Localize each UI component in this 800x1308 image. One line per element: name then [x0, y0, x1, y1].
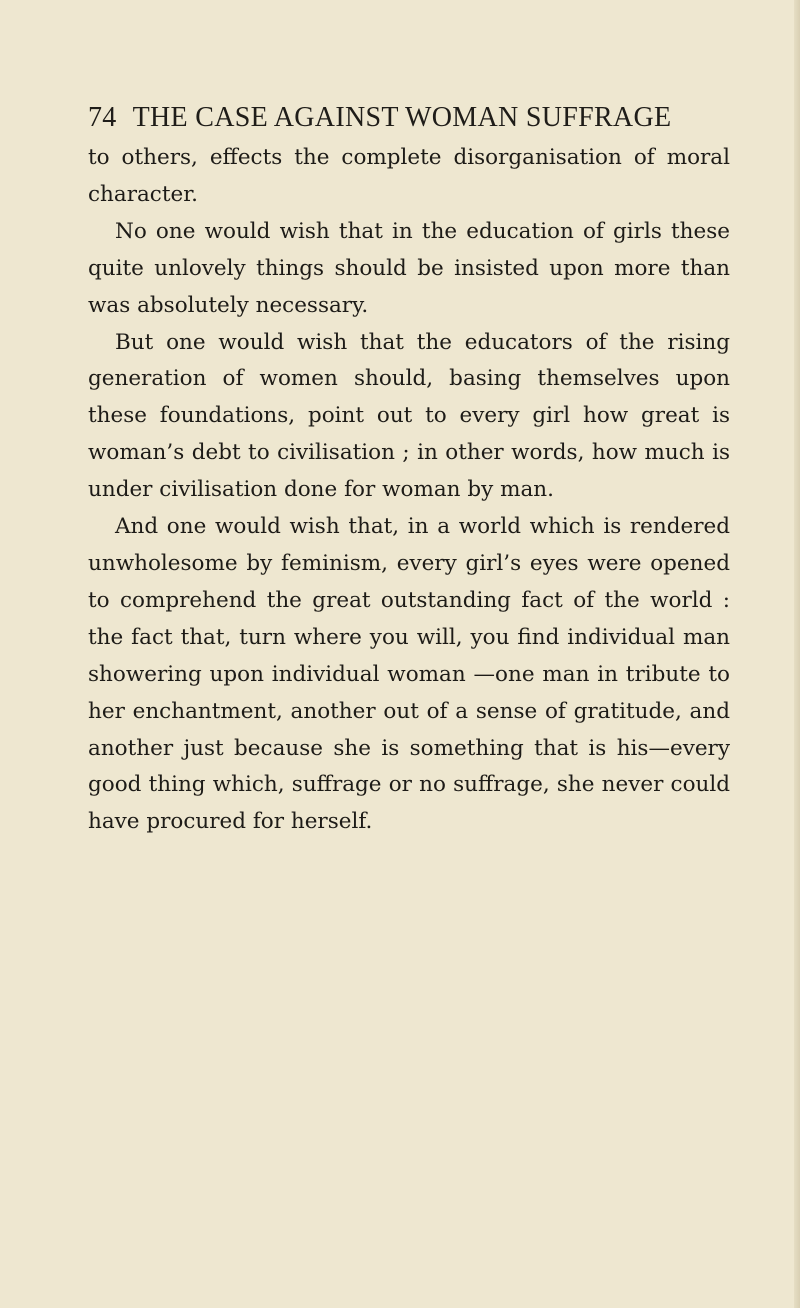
running-title: THE CASE AGAINST WOMAN SUFFRAGE — [132, 102, 672, 133]
running-head — [88, 98, 728, 138]
paragraph: But one would wish that the educators of the rising generation of women should, basing themselves upon these foundations, point out to every girl how great is woman’s debt to civilisation ; in other words, how much is under civilisation done for woman by man. — [88, 329, 730, 503]
paragraph: No one would wish that in the education of girls these quite unlovely things should be insisted upon more than was absolutely necessary. — [88, 218, 730, 318]
body-text — [88, 140, 730, 841]
page-number: 74 — [88, 102, 117, 133]
paragraph: And one would wish that, in a world which is rendered unwholesome by feminism, every girl’s eyes were opened to comprehend the great outstanding fact of the world : the fact that, turn where you will, you find individual man showering upon individual woman —one man in tribute to her enchantment, another out of a sense of gratitude, and another just because she is something that is his—every good thing which, suffrage or no suffrage, she never could have procured for herself. — [88, 514, 730, 835]
paragraph-continuation: to others, effects the complete disorganisation of moral character. — [88, 145, 730, 207]
